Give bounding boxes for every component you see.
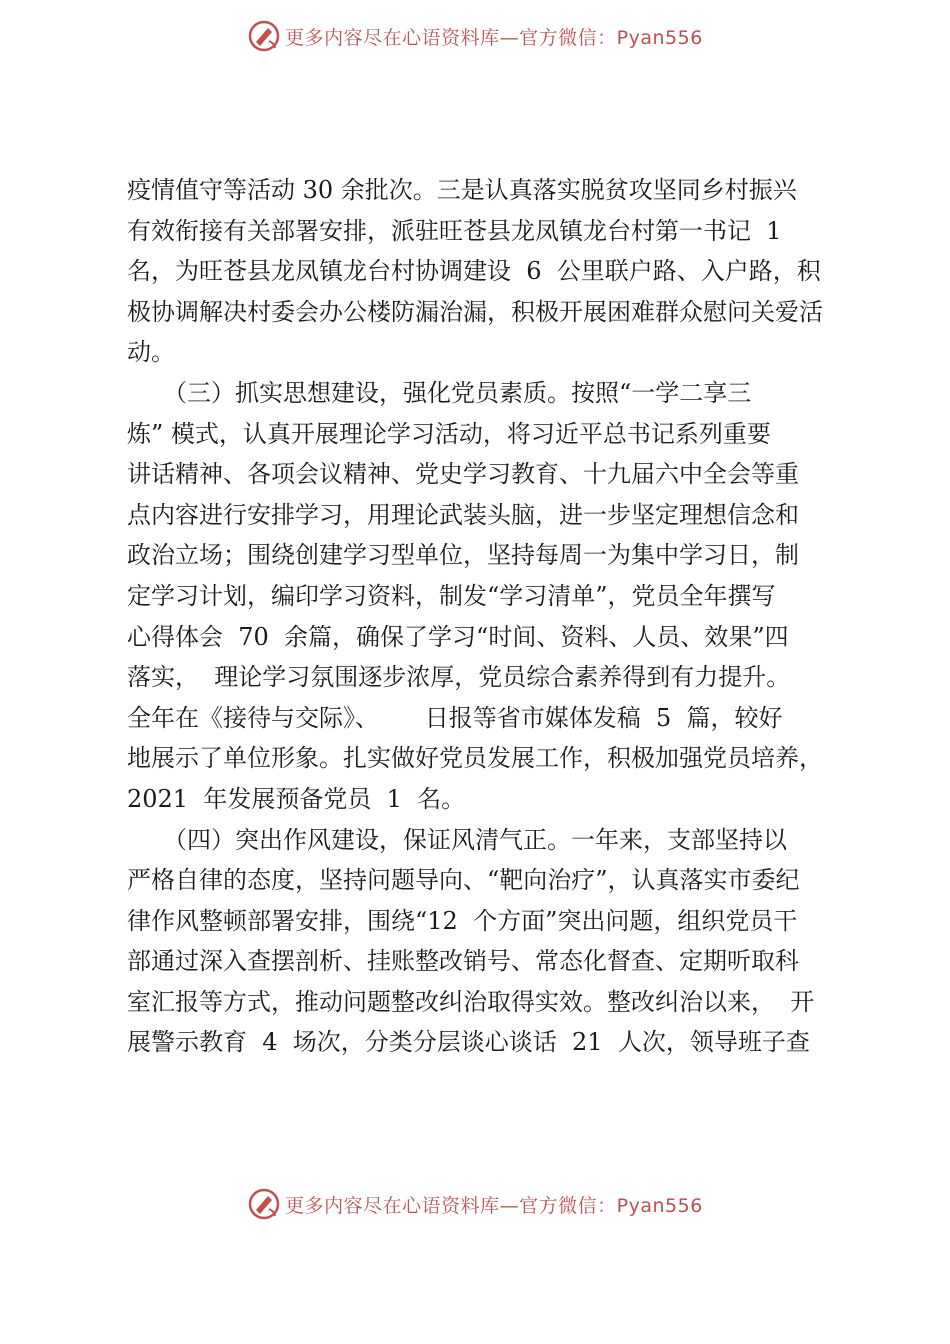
seal-logo-icon bbox=[247, 1187, 281, 1221]
text-line: 展警示教育 4 场次，分类分层谈心谈话 21 人次，领导班子查 bbox=[127, 1028, 810, 1057]
text-line: 有效衔接有关部署安排，派驻旺苍县龙凤镇龙台村第一书记 1 bbox=[127, 216, 782, 245]
text-line: 点内容进行安排学习，用理论武装头脑，进一步坚定理想信念和 bbox=[127, 500, 799, 529]
text-line: （四）突出作风建设，保证风清气正。一年来，支部坚持以 bbox=[163, 825, 787, 854]
text-line: 动。 bbox=[127, 338, 175, 367]
text-line: 地展示了单位形象。扎实做好党员发展工作，积极加强党员培养， bbox=[127, 744, 823, 773]
text-line: 部通过深入查摆剖析、挂账整改销号、常态化督查、定期听取科 bbox=[127, 947, 799, 976]
text-line: 名，为旺苍县龙凤镇龙台村协调建设 6 公里联户路、入户路，积 bbox=[127, 257, 821, 286]
text-line: 极协调解决村委会办公楼防漏治漏，积极开展困难群众慰问关爱活 bbox=[127, 297, 823, 326]
text-line: 心得体会 70 余篇，确保了学习“时间、资料、人员、效果”四 bbox=[127, 622, 789, 651]
header-watermark bbox=[0, 16, 950, 56]
footer-watermark-text: 更多内容尽在心语资料库—官方微信：Pyan556 bbox=[285, 1194, 703, 1217]
text-line: 室汇报等方式，推动问题整改纠治取得实效。整改纠治以来， 开 bbox=[127, 987, 815, 1016]
text-line: 疫情值守等活动 30 余批次。三是认真落实脱贫攻坚同乡村振兴 bbox=[127, 176, 797, 204]
document-body bbox=[127, 170, 867, 1063]
text-line: 炼” 模式，认真开展理论学习活动，将习近平总书记系列重要 bbox=[127, 419, 771, 448]
text-line: 2021 年发展预备党员 1 名。 bbox=[127, 784, 466, 813]
text-line: 讲话精神、各项会议精神、党史学习教育、十九届六中全会等重 bbox=[127, 460, 799, 489]
text-line: 严格自律的态度，坚持问题导向、“靶向治疗”，认真落实市委纪 bbox=[127, 866, 800, 895]
header-watermark-text: 更多内容尽在心语资料库—官方微信：Pyan556 bbox=[285, 26, 703, 49]
footer-watermark bbox=[0, 1184, 950, 1224]
text-line: 政治立场；围绕创建学习型单位，坚持每周一为集中学习日，制 bbox=[127, 541, 799, 570]
seal-logo-icon bbox=[247, 19, 281, 53]
text-line: 律作风整顿部署安排，围绕“12 个方面”突出问题，组织党员干 bbox=[127, 906, 798, 935]
text-line: 定学习计划，编印学习资料，制发“学习清单”，党员全年撰写 bbox=[127, 581, 776, 610]
text-line: 全年在《接待与交际》、 日报等省市媒体发稿 5 篇，较好 bbox=[127, 703, 783, 732]
text-line: （三）抓实思想建设，强化党员素质。按照“一学二享三 bbox=[163, 378, 752, 407]
text-line: 落实， 理论学习氛围逐步浓厚，党员综合素养得到有力提升。 bbox=[127, 663, 791, 692]
